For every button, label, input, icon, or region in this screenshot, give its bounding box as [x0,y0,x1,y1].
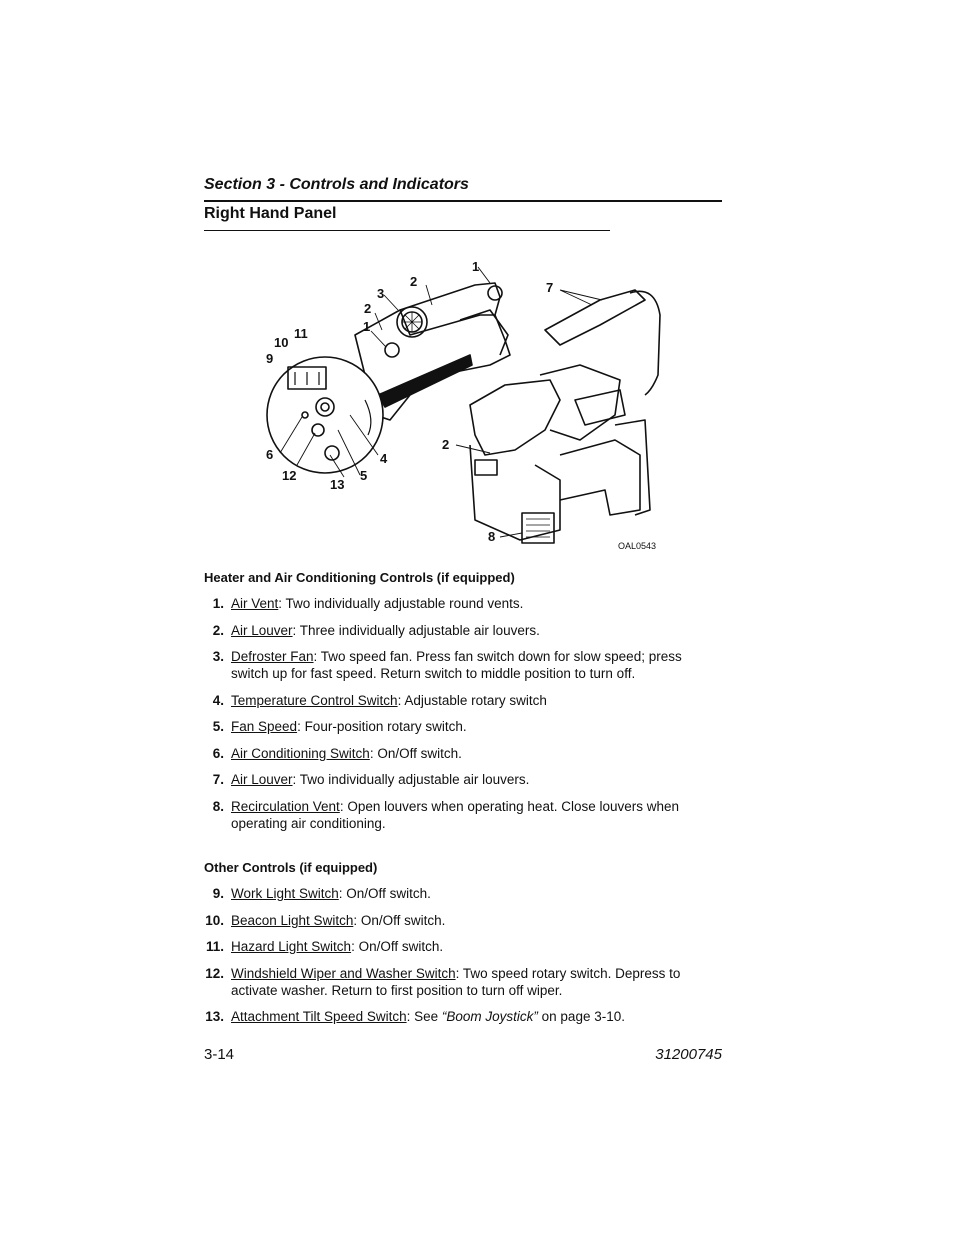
document-number: 31200745 [655,1046,722,1063]
callout-2c: 2 [442,437,450,452]
callout-4: 4 [380,451,388,466]
callout-1a: 1 [472,259,480,274]
figure-id: OAL0543 [618,541,657,551]
other-controls-heading: Other Controls (if equipped) [204,860,378,875]
list-item [204,745,714,762]
callout-1b: 1 [363,319,371,334]
illustration-svg [260,255,680,555]
list-item [204,798,714,832]
page-title: Right Hand Panel [204,205,337,222]
item-term: Air Conditioning Switch [231,746,370,761]
list-item [204,912,714,929]
section-header: Section 3 - Controls and Indicators [204,176,469,193]
item-desc: : On/Off switch. [338,886,431,901]
callout-11: 11 [294,326,308,341]
callout-6: 6 [266,447,274,462]
item-number: 6. [212,746,224,761]
list-item [204,692,714,709]
list-item [204,938,714,955]
cross-reference: “Boom Joystick” [441,1009,538,1024]
item-desc-after: on page 3-10. [537,1009,625,1024]
item-number: 9. [212,886,224,901]
item-desc: : Two individually adjustable round vents. [278,596,524,611]
item-number: 10. [205,913,224,928]
seat-back [540,365,620,440]
item-desc: : Two speed fan. Press fan switch down for slow speed; press switch up for fast speed. Return switch to middle position to turn off. [231,649,682,681]
heater-heading: Heater and Air Conditioning Controls (if equipped) [204,570,515,585]
item-desc: : On/Off switch. [353,913,446,928]
item-desc: : On/Off switch. [369,746,462,761]
item-term: Work Light Switch [231,886,339,901]
item-number: 3. [212,649,224,664]
item-desc: : Three individually adjustable air louvers. [292,623,540,638]
callout-7: 7 [546,280,554,295]
seat-cushion [470,380,560,455]
callout-3: 3 [377,286,385,301]
item-desc: : See [406,1009,442,1024]
item-number: 8. [212,799,224,814]
item-desc: : Four-position rotary switch. [297,719,467,734]
header-rule [204,200,722,202]
callout-2a: 2 [410,274,418,289]
item-term: Beacon Light Switch [231,913,354,928]
item-number: 5. [212,719,224,734]
item-term: Air Louver [231,772,293,787]
item-desc: : On/Off switch. [351,939,444,954]
item-desc: : Open louvers when operating heat. Close louvers when operating air conditioning. [231,799,680,831]
switch-plate-outline [460,310,508,355]
list-item [204,965,714,999]
item-number: 2. [212,623,224,638]
louver-arm [630,291,660,395]
list-item [204,595,714,612]
item-term: Recirculation Vent [231,799,340,814]
item-term: Air Louver [231,623,293,638]
callout-13: 13 [330,477,345,492]
callout-10: 10 [274,335,289,350]
item-desc: : Adjustable rotary switch [397,693,547,708]
callout-8: 8 [488,529,496,544]
item-term: Attachment Tilt Speed Switch [231,1009,407,1024]
item-term: Hazard Light Switch [231,939,352,954]
item-term: Windshield Wiper and Washer Switch [231,966,456,981]
callout-5: 5 [360,468,368,483]
title-rule [204,230,610,231]
item-number: 4. [212,693,224,708]
side-panel [560,440,640,515]
detail-pointer [378,355,472,407]
rear-panel [615,420,650,515]
item-term: Air Vent [231,596,279,611]
list-item [204,771,714,788]
list-item [204,885,714,902]
item-number: 7. [212,772,224,787]
list-item [204,622,714,639]
item-number: 12. [205,966,224,981]
item-desc: : Two individually adjustable air louvers. [292,772,530,787]
callout-12: 12 [282,468,297,483]
list-item [204,648,714,682]
callout-9: 9 [266,351,274,366]
item-desc: : Two speed rotary switch. Depress to activate washer. Return to first position to turn off wiper. [231,966,681,998]
item-term: Fan Speed [231,719,298,734]
item-number: 13. [205,1009,224,1024]
air-vent-left [385,343,399,357]
right-hand-panel-illustration [260,255,680,555]
callout-2b: 2 [364,301,372,316]
air-vent-top [488,286,502,300]
list-item [204,718,714,735]
item-number: 11. [205,939,224,954]
list-item [204,1008,714,1025]
item-number: 1. [212,596,224,611]
item-term: Temperature Control Switch [231,693,398,708]
page-number: 3-14 [204,1046,235,1063]
item-term: Defroster Fan [231,649,314,664]
panel-plate [475,460,497,475]
